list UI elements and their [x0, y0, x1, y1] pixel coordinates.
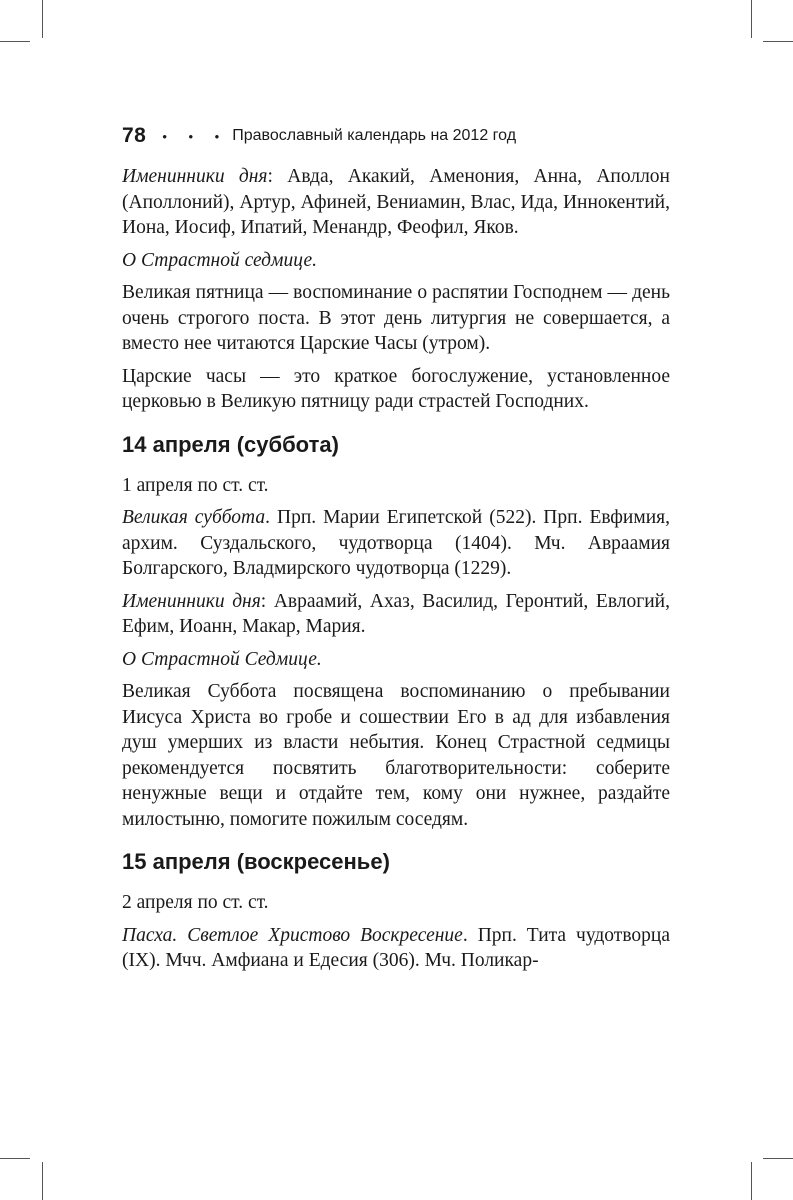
feast-text: . Прп. Марии Египетской (522). Прп. Евфимия, архим. Суздальского, чудотворца (1404). Мч. Авраамия Болгарского, Владмирского чудотворца (1229).	[122, 507, 670, 579]
namedays-text: : Авраамий, Ахаз, Василид, Геронтий, Евлогий, Ефим, Иоанн, Макар, Мария.	[122, 590, 670, 637]
namedays-paragraph	[122, 164, 670, 241]
crop-mark	[763, 1158, 793, 1159]
crop-mark	[42, 0, 43, 38]
running-header	[122, 124, 682, 148]
namedays-paragraph	[122, 589, 670, 640]
feast-paragraph	[122, 505, 670, 582]
feast-label: Пасха. Светлое Христово Воскресение	[122, 924, 463, 946]
holy-week-heading: О Страстной Седмице.	[122, 648, 322, 670]
holy-week-heading: О Страстной седмице.	[122, 249, 317, 271]
crop-mark	[42, 1162, 43, 1200]
body-paragraph: Царские часы — это краткое богослужение, установленное церковью в Великую пятницу ради страстей Господних.	[122, 365, 670, 412]
body-paragraph: Великая Суббота посвящена воспоминанию о пребывании Иисуса Христа во гробе и сошествии Его в ад для избавления душ умерших из власти небытия. Конец Страстной седмицы рекомендуется посвятить благотворительности: соберите ненужные вещи и отдайте тем, кому они нужнее, раздайте милостыню, помогите пожилым соседям.	[122, 681, 670, 830]
body-paragraph: Великая пятница — воспоминание о распятии Господнем — день очень строгого поста. В этот день литургия не совершается, а вместо нее читаются Царские Часы (утром).	[122, 282, 670, 354]
old-style-date: 2 апреля по ст. ст.	[122, 892, 269, 913]
crop-mark	[763, 41, 793, 42]
old-style-date: 1 апреля по ст. ст.	[122, 474, 269, 496]
feast-text: . Прп. Тита чудотворца (IX). Мчч. Амфиана и Едесия (306). Мч. Поликар-	[122, 924, 670, 971]
day-heading-15: 15 апреля (воскресенье)	[122, 849, 390, 874]
page-body	[122, 164, 670, 974]
running-title: Православный календарь на 2012 год	[232, 127, 517, 144]
namedays-label: Именинники дня	[122, 590, 261, 612]
day-heading-14: 14 апреля (суббота)	[122, 431, 339, 457]
namedays-text: : Авда, Акакий, Аменония, Анна, Аполлон (Аполлоний), Артур, Афиней, Вениамин, Влас, Ида, Иннокентий, Иона, Иосиф, Ипатий, Менандр, Феофил, Яков.	[122, 166, 670, 238]
crop-mark	[751, 0, 752, 38]
page-number: 78	[122, 124, 147, 147]
header-dots: • • •	[162, 128, 229, 144]
crop-mark	[751, 1162, 752, 1200]
feast-paragraph	[122, 923, 670, 974]
namedays-label: Именинники дня	[122, 166, 268, 187]
crop-mark	[0, 41, 30, 42]
crop-mark	[0, 1158, 30, 1159]
feast-label: Великая суббота	[122, 507, 266, 528]
